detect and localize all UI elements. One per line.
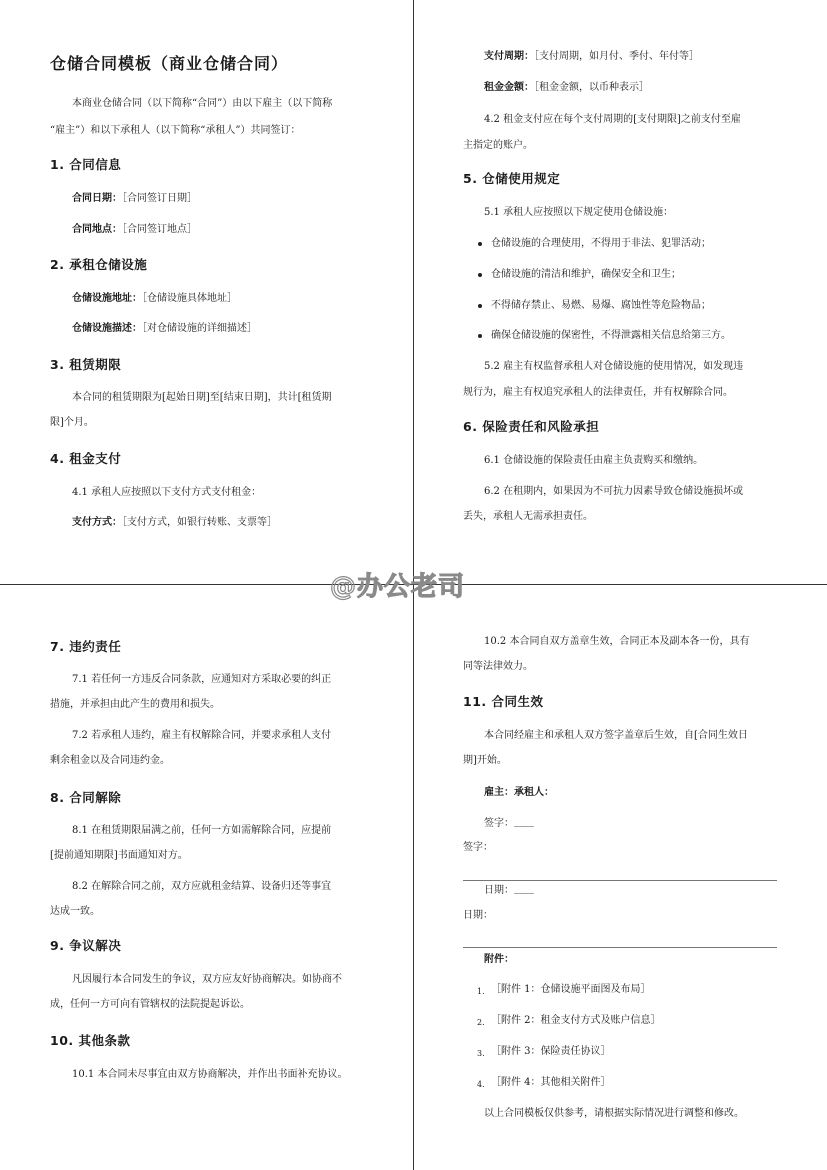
section-5-1-text: 5.1 承租人应按照以下规定使用仓储设施：	[484, 207, 674, 218]
section-6-2-line-1: 6.2 在租期内，如果因为不可抗力因素导致仓储设施损坏或	[484, 486, 744, 497]
section-10-1-text: 10.1 本合同未尽事宜由双方协商解决，并作出书面补充协议。	[72, 1069, 348, 1080]
section-4-2-line-1: 4.2 租金支付应在每个支付周期的[支付期限]之前支付至雇	[484, 114, 741, 125]
section-6-2-line-2: 丢失，承租人无需承担责任。	[463, 511, 593, 522]
contract-date-label: 合同日期：	[72, 193, 122, 204]
facility-address-field	[72, 292, 237, 306]
bullet-icon	[478, 273, 482, 277]
bullet-icon	[478, 334, 482, 338]
section-3-text-line-1: 本合同的租赁期限为[起始日期]至[结束日期]，共计[租赁期	[72, 392, 332, 403]
payment-period-field	[484, 50, 699, 64]
rent-amount-value: ［租金金额，以币种表示］	[534, 82, 649, 93]
facility-description-label: 仓储设施描述：	[72, 323, 142, 334]
facility-description-field	[72, 322, 257, 336]
signature-line-2: 签字：	[463, 842, 493, 853]
intro-line-2: “雇主”）和以下承租人（以下简称“承租人”）共同签订：	[50, 125, 301, 136]
section-1-heading: 1. 合同信息	[50, 157, 122, 172]
contract-place-field	[72, 223, 197, 237]
payment-period-label: 支付周期：	[484, 51, 534, 62]
bullet-icon	[478, 304, 482, 308]
section-4-heading: 4. 租金支付	[50, 451, 122, 466]
section-10-2-line-1: 10.2 本合同自双方盖章生效，合同正本及副本各一份，具有	[484, 636, 750, 647]
section-7-1-line-2: 措施，并承担由此产生的费用和损失。	[50, 699, 220, 710]
rule-bullet-2: 仓储设施的清洁和维护，确保安全和卫生；	[491, 269, 681, 280]
facility-address-value: ［仓储设施具体地址］	[142, 293, 237, 304]
section-7-1-line-1: 7.1 若任何一方违反合同条款，应通知对方采取必要的纠正	[72, 674, 332, 685]
document-title: 仓储合同模板（商业仓储合同）	[50, 54, 289, 73]
section-7-2-line-1: 7.2 若承租人违约，雇主有权解除合同，并要求承租人支付	[72, 730, 332, 741]
date-rule	[463, 947, 777, 948]
payment-method-field	[72, 516, 277, 530]
signature-rule	[463, 880, 777, 881]
section-8-2-line-1: 8.2 在解除合同之前，双方应就租金结算、设备归还等事宜	[72, 881, 332, 892]
section-10-2-line-2: 同等法律效力。	[463, 661, 533, 672]
section-8-2-line-2: 达成一致。	[50, 906, 100, 917]
contract-date-value: ［合同签订日期］	[122, 193, 197, 204]
section-9-heading: 9. 争议解决	[50, 938, 122, 953]
section-7-2-line-2: 剩余租金以及合同违约金。	[50, 755, 170, 766]
contract-place-value: ［合同签订地点］	[122, 224, 197, 235]
attachments-heading: 附件：	[484, 954, 514, 965]
section-4-1-text: 4.1 承租人应按照以下支付方式支付租金：	[72, 487, 262, 498]
facility-address-label: 仓储设施地址：	[72, 293, 142, 304]
section-3-heading: 3. 租赁期限	[50, 357, 122, 372]
contract-place-label: 合同地点：	[72, 224, 122, 235]
section-10-heading: 10. 其他条款	[50, 1033, 131, 1048]
section-8-1-line-1: 8.1 在租赁期限届满之前，任何一方如需解除合同，应提前	[72, 825, 332, 836]
section-3-text-line-2: 限]个月。	[50, 417, 94, 428]
section-9-line-2: 成，任何一方可向有管辖权的法院提起诉讼。	[50, 999, 250, 1010]
section-4-2-line-2: 主指定的账户。	[463, 140, 533, 151]
section-9-line-1: 凡因履行本合同发生的争议，双方应友好协商解决。如协商不	[72, 974, 342, 985]
section-8-heading: 8. 合同解除	[50, 790, 122, 805]
section-5-2-line-1: 5.2 雇主有权监督承租人对仓储设施的使用情况，如发现违	[484, 361, 744, 372]
attachment-number: 1.	[477, 987, 485, 996]
date-line-2: 日期：	[463, 910, 493, 921]
section-8-1-line-2: [提前通知期限]书面通知对方。	[50, 850, 188, 861]
signature-line-1: 签字：＿＿	[484, 818, 534, 829]
section-6-1-text: 6.1 仓储设施的保险责任由雇主负责购买和缴纳。	[484, 455, 704, 466]
footer-note: 以上合同模板仅供参考，请根据实际情况进行调整和修改。	[484, 1108, 744, 1119]
section-6-heading: 6. 保险责任和风险承担	[463, 419, 600, 434]
bullet-icon	[478, 242, 482, 246]
signing-parties: 雇主：承租人：	[484, 787, 554, 798]
attachment-3: ［附件 3：保险责任协议］	[491, 1046, 611, 1057]
rule-bullet-1: 仓储设施的合理使用，不得用于非法、犯罪活动；	[491, 238, 711, 249]
section-11-line-2: 期]开始。	[463, 755, 507, 766]
date-line-1: 日期：＿＿	[484, 885, 534, 896]
facility-description-value: ［对仓储设施的详细描述］	[142, 323, 257, 334]
attachment-1: ［附件 1：仓储设施平面图及布局］	[491, 984, 651, 995]
attachment-number: 3.	[477, 1049, 485, 1058]
intro-line-1: 本商业仓储合同（以下简称“合同”）由以下雇主（以下简称	[72, 98, 333, 109]
rent-amount-field	[484, 81, 649, 95]
contract-date-field	[72, 192, 197, 206]
rule-bullet-3: 不得储存禁止、易燃、易爆、腐蚀性等危险物品；	[491, 300, 711, 311]
section-11-heading: 11. 合同生效	[463, 694, 544, 709]
section-5-heading: 5. 仓储使用规定	[463, 171, 561, 186]
rent-amount-label: 租金金额：	[484, 82, 534, 93]
section-5-2-line-2: 规行为，雇主有权追究承租人的法律责任，并有权解除合同。	[463, 387, 733, 398]
section-2-heading: 2. 承租仓储设施	[50, 257, 148, 272]
payment-period-value: ［支付周期，如月付、季付、年付等］	[534, 51, 699, 62]
attachment-number: 2.	[477, 1018, 485, 1027]
rule-bullet-4: 确保仓储设施的保密性，不得泄露相关信息给第三方。	[491, 330, 731, 341]
attachment-4: ［附件 4：其他相关附件］	[491, 1077, 611, 1088]
payment-method-label: 支付方式：	[72, 517, 122, 528]
section-7-heading: 7. 违约责任	[50, 639, 122, 654]
watermark: @办公老司	[330, 572, 466, 602]
payment-method-value: ［支付方式，如银行转账、支票等］	[122, 517, 277, 528]
section-11-line-1: 本合同经雇主和承租人双方签字盖章后生效，自[合同生效日	[484, 730, 748, 741]
attachment-number: 4.	[477, 1080, 485, 1089]
attachment-2: ［附件 2：租金支付方式及账户信息］	[491, 1015, 661, 1026]
